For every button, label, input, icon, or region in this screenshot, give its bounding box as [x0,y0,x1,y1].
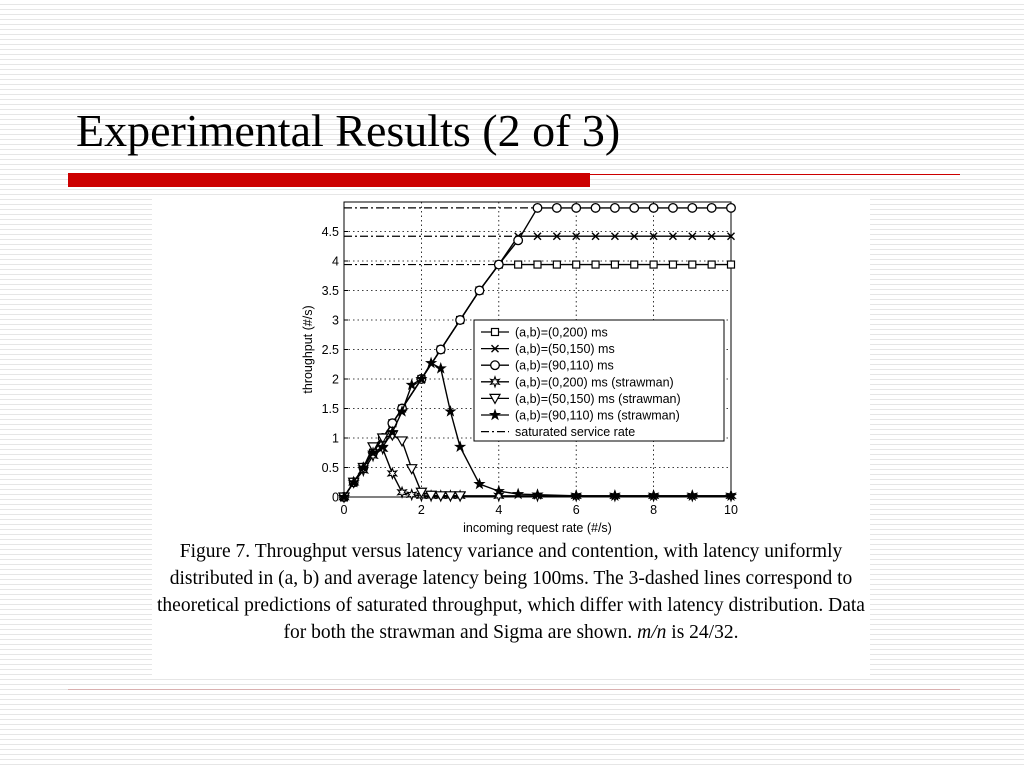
data-point [669,261,676,268]
x-tick-label: 4 [495,503,503,517]
y-tick-label: 4 [332,254,339,269]
x-tick-label: 0 [340,503,348,517]
slide-title: Experimental Results (2 of 3) [76,105,621,156]
data-point [689,261,696,268]
y-tick-label: 2.5 [321,343,339,357]
caption-italic: m/n [637,622,667,643]
x-tick-label: 10 [724,503,738,517]
y-tick-label: 3 [332,313,339,328]
data-point [573,261,580,268]
y-tick-label: 4.5 [321,225,339,239]
title-underline [68,173,960,187]
data-point [591,204,600,213]
data-point [630,204,639,213]
legend-entry-label: (a,b)=(90,110) ms (strawman) [515,408,680,423]
data-point [491,361,500,370]
data-point [515,261,522,268]
data-point [611,261,618,268]
data-point [475,286,484,295]
data-point [514,236,523,245]
data-point [553,261,560,268]
data-point [727,204,736,213]
data-point [553,204,562,213]
data-point [728,261,735,268]
x-tick-label: 2 [417,503,425,517]
legend-entry-label: saturated service rate [515,425,636,440]
data-point [649,204,658,213]
data-point [669,204,678,213]
y-axis-label: throughput (#/s) [301,305,315,394]
legend-entry-label: (a,b)=(50,150) ms (strawman) [515,391,681,406]
y-tick-label: 3.5 [321,284,339,298]
data-point [533,204,542,213]
throughput-chart [152,197,870,535]
data-point [688,204,697,213]
footer-rule [68,689,960,690]
y-tick-label: 0 [332,490,339,505]
data-point [495,260,504,269]
figure-panel [152,197,870,675]
y-tick-label: 1 [332,431,339,446]
legend-entry-label: (a,b)=(90,110) ms [515,358,614,373]
caption-text: Figure 7. Throughput versus latency variance and contention, with latency uniformly distributed in (a, b) and average latency being 100ms. The 3-dashed lines correspond to theoretical predictions of saturated throughput, which differ with latency distribution. Data for both the strawman and Sigma are shown. [157,541,865,643]
x-tick-label: 8 [650,503,658,517]
data-point [492,329,499,336]
caption-end: is 24/32. [666,622,739,643]
data-point [650,261,657,268]
title-underline-thin [590,174,960,175]
y-tick-label: 1.5 [321,402,339,416]
x-tick-label: 6 [572,503,580,517]
legend-entry-label: (a,b)=(0,200) ms [515,325,608,340]
data-point [707,204,716,213]
legend-entry-label: (a,b)=(50,150) ms [515,342,615,357]
data-point [456,316,465,325]
data-point [611,204,620,213]
data-point [592,261,599,268]
title-underline-thick [68,173,590,187]
y-tick-label: 0.5 [321,461,339,475]
chart-legend [474,320,724,441]
data-point [534,261,541,268]
x-axis-label: incoming request rate (#/s) [463,521,612,535]
data-point [436,345,445,354]
y-tick-label: 2 [332,372,339,387]
data-point [572,204,581,213]
data-point [631,261,638,268]
legend-entry-label: (a,b)=(0,200) ms (strawman) [515,375,674,390]
figure-caption [152,538,870,646]
data-point [708,261,715,268]
